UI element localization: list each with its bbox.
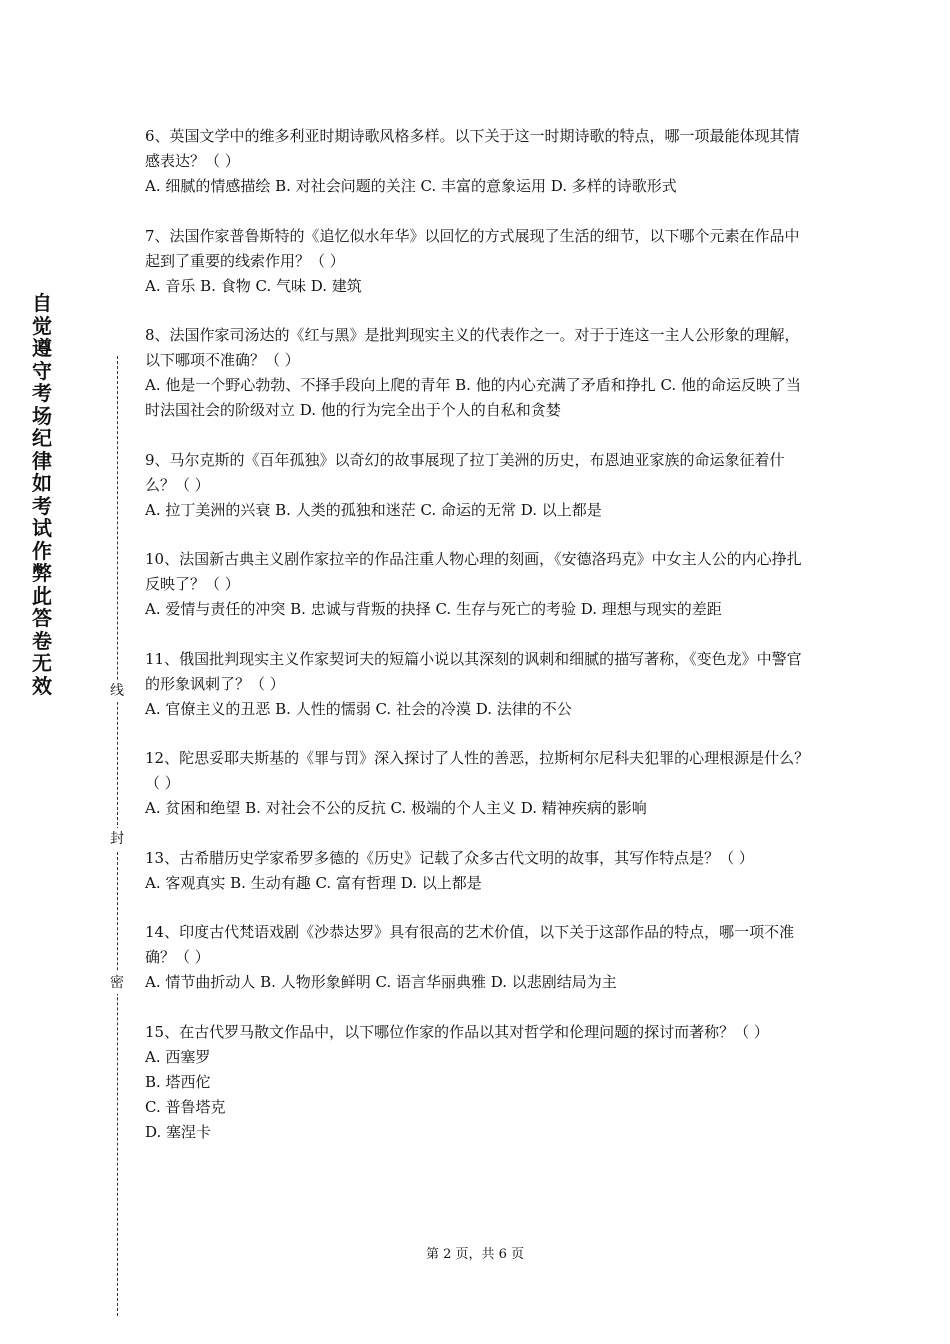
page-number: 第 2 页，共 6 页 bbox=[425, 1247, 525, 1262]
question-13 bbox=[145, 846, 810, 896]
question-text: 7、法国作家普鲁斯特的《追忆似水年华》以回忆的方式展现了生活的细节，以下哪个元素在作品中起到了重要的线索作用？（ ） bbox=[145, 226, 800, 270]
binding-label-seal: 封 bbox=[107, 828, 127, 850]
question-options: A. 官僚主义的丑恶 B. 人性的懦弱 C. 社会的冷漠 D. 法律的不公 bbox=[145, 699, 572, 718]
question-14 bbox=[145, 920, 810, 995]
question-12 bbox=[145, 746, 810, 821]
question-options: A. 细腻的情感描绘 B. 对社会问题的关注 C. 丰富的意象运用 D. 多样的诗歌形式 bbox=[145, 177, 677, 195]
question-options: A. 贫困和绝望 B. 对社会不公的反抗 C. 极端的个人主义 D. 精神疾病的影响 bbox=[145, 799, 647, 817]
question-9 bbox=[145, 448, 810, 523]
question-7 bbox=[145, 224, 810, 299]
exam-discipline-warning: 自觉遵守考场纪律如考试作弊此答卷无效 bbox=[32, 291, 52, 698]
option-b: B. 塔西佗 bbox=[145, 1072, 211, 1091]
option-d: D. 塞涅卡 bbox=[145, 1122, 212, 1141]
question-text: 14、印度古代梵语戏剧《沙恭达罗》具有很高的艺术价值，以下关于这部作品的特点，哪一项不准确？（ ） bbox=[145, 923, 795, 966]
question-options: A. 情节曲折动人 B. 人物形象鲜明 C. 语言华丽典雅 D. 以悲剧结局为主 bbox=[145, 973, 617, 991]
question-text: 9、马尔克斯的《百年孤独》以奇幻的故事展现了拉丁美洲的历史，布恩迪亚家族的命运象征着什么？（ ） bbox=[145, 450, 785, 494]
question-options: A. 客观真实 B. 生动有趣 C. 富有哲理 D. 以上都是 bbox=[145, 873, 482, 892]
option-c: C. 普鲁塔克 bbox=[145, 1097, 226, 1116]
question-text: 6、英国文学中的维多利亚时期诗歌风格多样。以下关于这一时期诗歌的特点，哪一项最能体现其情感表达？（ ） bbox=[145, 127, 800, 170]
question-10 bbox=[145, 547, 810, 622]
binding-label-line: 线 bbox=[107, 680, 127, 702]
question-8 bbox=[145, 323, 810, 423]
question-text: 8、法国作家司汤达的《红与黑》是批判现实主义的代表作之一。对于于连这一主人公形象的理解，以下哪项不准确？（ ） bbox=[145, 326, 800, 369]
question-text: 10、法国新古典主义剧作家拉辛的作品注重人物心理的刻画，《安德洛玛克》中女主人公的内心挣扎反映了？（ ） bbox=[145, 550, 802, 593]
binding-label-secret: 密 bbox=[107, 972, 127, 994]
question-options: A. 拉丁美洲的兴衰 B. 人类的孤独和迷茫 C. 命运的无常 D. 以上都是 bbox=[145, 500, 602, 519]
question-text: 13、古希腊历史学家希罗多德的《历史》记载了众多古代文明的故事，其写作特点是？（ ） bbox=[145, 848, 754, 867]
question-options: A. 他是一个野心勃勃、不择手段向上爬的青年 B. 他的内心充满了矛盾和挣扎 C. 他的命运反映了当时法国社会的阶级对立 D. 他的行为完全出于个人的自私和贪婪 bbox=[145, 376, 801, 419]
question-text: 11、俄国批判现实主义作家契诃夫的短篇小说以其深刻的讽刺和细腻的描写著称，《变色龙》中警官的形象讽刺了？（ ） bbox=[145, 649, 802, 693]
question-options: A. 爱情与责任的冲突 B. 忠诚与背叛的抉择 C. 生存与死亡的考验 D. 理想与现实的差距 bbox=[145, 600, 722, 618]
question-text: 15、在古代罗马散文作品中，以下哪位作家的作品以其对哲学和伦理问题的探讨而著称？（ ） bbox=[145, 1022, 769, 1041]
question-text: 12、陀思妥耶夫斯基的《罪与罚》深入探讨了人性的善恶，拉斯柯尔尼科夫犯罪的心理根源是什么？（ ） bbox=[145, 749, 810, 792]
question-15 bbox=[145, 1020, 810, 1145]
question-options: A. 音乐 B. 食物 C. 气味 D. 建筑 bbox=[145, 276, 362, 295]
question-list bbox=[145, 124, 810, 1169]
question-6 bbox=[145, 124, 810, 199]
question-11 bbox=[145, 647, 810, 722]
option-a: A. 西塞罗 bbox=[145, 1047, 211, 1066]
